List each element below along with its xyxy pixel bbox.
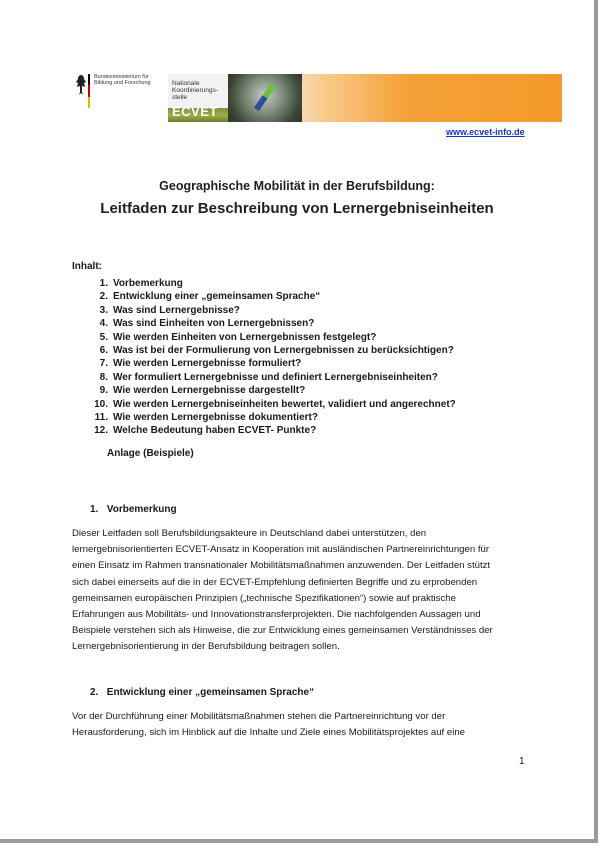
section-1-title: Vorbemerkung xyxy=(106,504,177,515)
document-title-line1: Geographische Mobilität in der Berufsbildung: xyxy=(159,179,435,193)
section-1-number: 1. xyxy=(90,504,99,515)
paragraph-line: Beispiele verstehen sich als Hinweise, die zur Entwicklung eines gemeinsamen Verständnisses der xyxy=(72,625,493,637)
toc-item-text: Wie werden Lernergebnisse dokumentiert? xyxy=(113,411,318,423)
toc-item-number: 3. xyxy=(99,304,108,316)
section-2-heading xyxy=(90,687,314,698)
paragraph-line: einen Einsatz im Rahmen transnationaler Mobilitätsmaßnahmen anzuwenden. Der Leitfaden stützt xyxy=(72,560,491,572)
document-title-line2: Leitfaden zur Beschreibung von Lernergebniseinheiten xyxy=(100,200,494,217)
toc-item xyxy=(86,411,456,424)
toc-item-text: Vorbemerkung xyxy=(113,278,183,289)
toc-item xyxy=(86,344,456,357)
toc-item-number: 7. xyxy=(99,358,108,370)
toc-item-number: 12. xyxy=(94,425,108,437)
section-2-number: 2. xyxy=(90,687,99,698)
section-1-heading xyxy=(90,504,177,515)
paragraph-line: lernergebnisorientierten ECVET-Ansatz in Kooperation mit ausländischen Partnereinrichtungen für xyxy=(72,544,490,556)
paragraph-line: sich dabei einerseits auf die in der ECVET-Empfehlung definierten Begriffe und zu erprobenden xyxy=(72,576,478,588)
toc-item-text: Wie werden Einheiten von Lernergebnissen festgelegt? xyxy=(113,331,377,343)
paragraph-line: Lernergebnisorientierung in der Berufsbildung beitragen sollen. xyxy=(72,641,340,653)
toc-item-number: 10. xyxy=(94,398,108,410)
federal-eagle-icon xyxy=(76,74,86,96)
compass-icon xyxy=(228,74,302,122)
toc-item-number: 6. xyxy=(99,344,108,356)
toc-item xyxy=(86,331,456,344)
toc-item xyxy=(86,424,456,437)
toc-item xyxy=(86,304,456,317)
banner-subtitle: Nationale Koordinierungs-stelle xyxy=(172,80,218,101)
page-number: 1 xyxy=(519,756,525,767)
toc-item xyxy=(86,290,456,303)
toc-item-number: 1. xyxy=(99,278,108,289)
toc-item xyxy=(86,357,456,370)
section-2-body xyxy=(72,709,532,741)
toc-item-text: Wie werden Lernergebnisse dargestellt? xyxy=(113,385,306,397)
toc-item-number: 9. xyxy=(99,385,108,397)
toc-item-text: Wer formuliert Lernergebnisse und definiert Lernergebniseinheiten? xyxy=(113,371,438,383)
toc-item-text: Welche Bedeutung haben ECVET- Punkte? xyxy=(113,425,317,437)
toc-item-text: Was ist bei der Formulierung von Lernergebnissen zu berücksichtigen? xyxy=(113,344,454,356)
toc-item-text: Entwicklung einer „gemeinsamen Sprache“ xyxy=(113,291,321,303)
table-of-contents xyxy=(86,277,456,438)
paragraph-line: Herausforderung, sich im Hinblick auf die Inhalte und Ziele eines Mobilitätsprojektes auf eine xyxy=(72,727,466,739)
toc-label: Inhalt: xyxy=(72,261,102,272)
toc-item-text: Was sind Lernergebnisse? xyxy=(113,304,240,316)
section-2-title: Entwicklung einer „gemeinsamen Sprache“ xyxy=(106,687,315,698)
toc-appendix: Anlage (Beispiele) xyxy=(107,448,194,459)
paragraph-line: gemeinsamen europäischen Prinzipien („technische Spezifikationen“) sowie auf praktische xyxy=(72,592,456,604)
ministry-logo xyxy=(76,74,166,114)
toc-item-text: Was sind Einheiten von Lernergebnissen? xyxy=(113,318,315,330)
toc-item xyxy=(86,398,456,411)
toc-item-text: Wie werden Lernergebniseinheiten bewertet, validiert und angerechnet? xyxy=(113,398,456,410)
german-flag-stripe xyxy=(88,74,90,108)
toc-item-number: 4. xyxy=(99,318,108,330)
toc-item-text: Wie werden Lernergebnisse formuliert? xyxy=(113,358,302,370)
toc-item-number: 2. xyxy=(99,291,108,303)
toc-item-number: 11. xyxy=(94,411,108,423)
paragraph-line: Erfahrungen aus Mobilitäts- und Innovationstransferprojekten. Die nachfolgenden Aussagen und xyxy=(72,609,481,621)
toc-item-number: 5. xyxy=(99,331,108,343)
paragraph-line: Dieser Leitfaden soll Berufsbildungsakteure in Deutschland dabei unterstützen, den xyxy=(72,528,427,539)
toc-item-number: 8. xyxy=(99,371,108,383)
banner-brand: ECVET xyxy=(172,104,218,119)
section-1-body xyxy=(72,526,532,656)
website-link[interactable]: www.ecvet-info.de xyxy=(446,127,525,137)
ecvet-banner xyxy=(168,74,562,122)
toc-item xyxy=(86,277,456,290)
ministry-name: Bundesministerium für Bildung und Forschung xyxy=(94,74,151,86)
toc-item xyxy=(86,371,456,384)
paragraph-line: Vor der Durchführung einer Mobilitätsmaßnahmen stehen die Partnereinrichtung vor der xyxy=(72,711,446,722)
toc-item xyxy=(86,317,456,330)
toc-item xyxy=(86,384,456,397)
